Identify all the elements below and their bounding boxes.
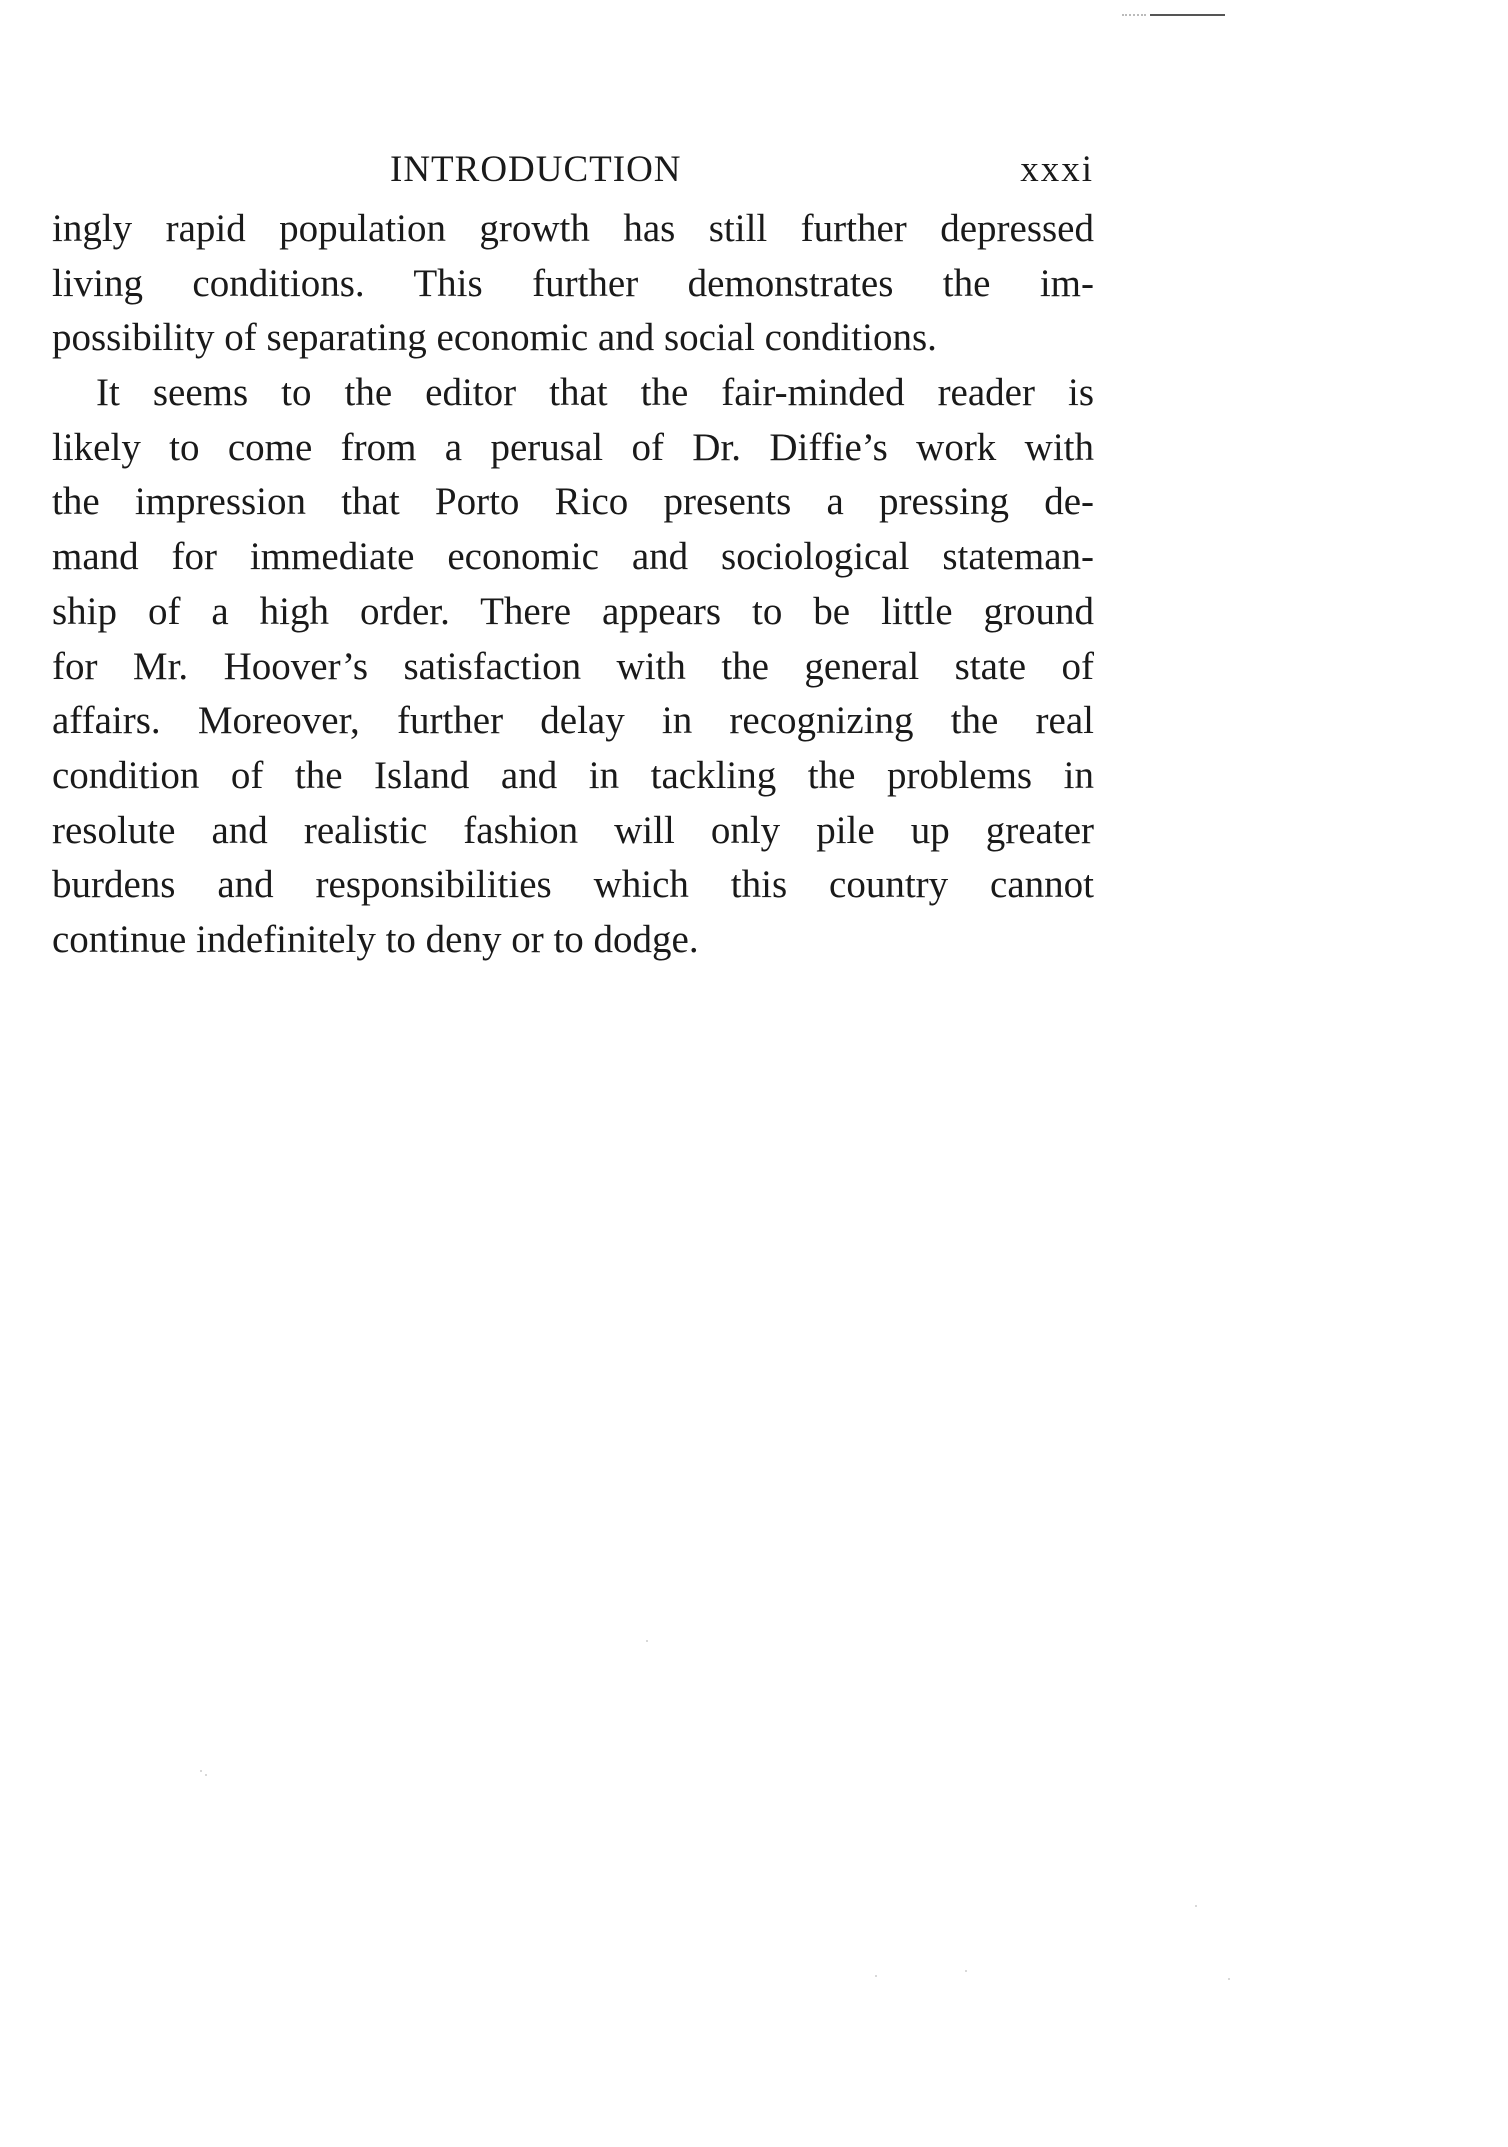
running-head (52, 148, 1094, 202)
paragraph-first-line: It seems to the editor that the fair-minded reader is (96, 371, 1094, 415)
text-line: burdens and responsibilities which this country cannot (52, 863, 1094, 907)
book-page (52, 148, 1094, 968)
scan-speck (965, 1970, 967, 1972)
body-text (52, 202, 1094, 968)
text-line: for Mr. Hoover’s satisfaction with the general state of (52, 644, 1094, 688)
text-line: the impression that Porto Rico presents a pressing de- (52, 480, 1094, 524)
running-head-title: INTRODUCTION (390, 149, 682, 190)
text-line: mand for immediate economic and sociological stateman- (52, 535, 1094, 579)
paragraph-last-line: continue indefinitely to deny or to dodge. (52, 917, 699, 961)
scan-speck (1228, 1978, 1230, 1980)
text-line: ingly rapid population growth has still further depressed (52, 207, 1094, 250)
text-line: likely to come from a perusal of Dr. Diffie’s work with (52, 425, 1094, 469)
text-line: possibility of separating economic and social conditions. (52, 316, 937, 360)
scan-speck (1195, 1905, 1197, 1907)
text-line: resolute and realistic fashion will only pile up greater (52, 808, 1094, 852)
text-line: condition of the Island and in tackling the problems in (52, 753, 1094, 797)
top-edge-dots (1122, 14, 1146, 16)
page-number: xxxi (1020, 149, 1094, 190)
text-line: living conditions. This further demonstrates the im- (52, 261, 1094, 305)
text-line: affairs. Moreover, further delay in recognizing the real (52, 699, 1094, 743)
scan-speck (205, 1774, 207, 1776)
text-line: ship of a high order. There appears to be little ground (52, 589, 1094, 633)
scan-speck (875, 1975, 877, 1977)
top-edge-rule (1150, 14, 1225, 16)
scan-speck (646, 1640, 648, 1642)
scan-speck (200, 1770, 202, 1772)
